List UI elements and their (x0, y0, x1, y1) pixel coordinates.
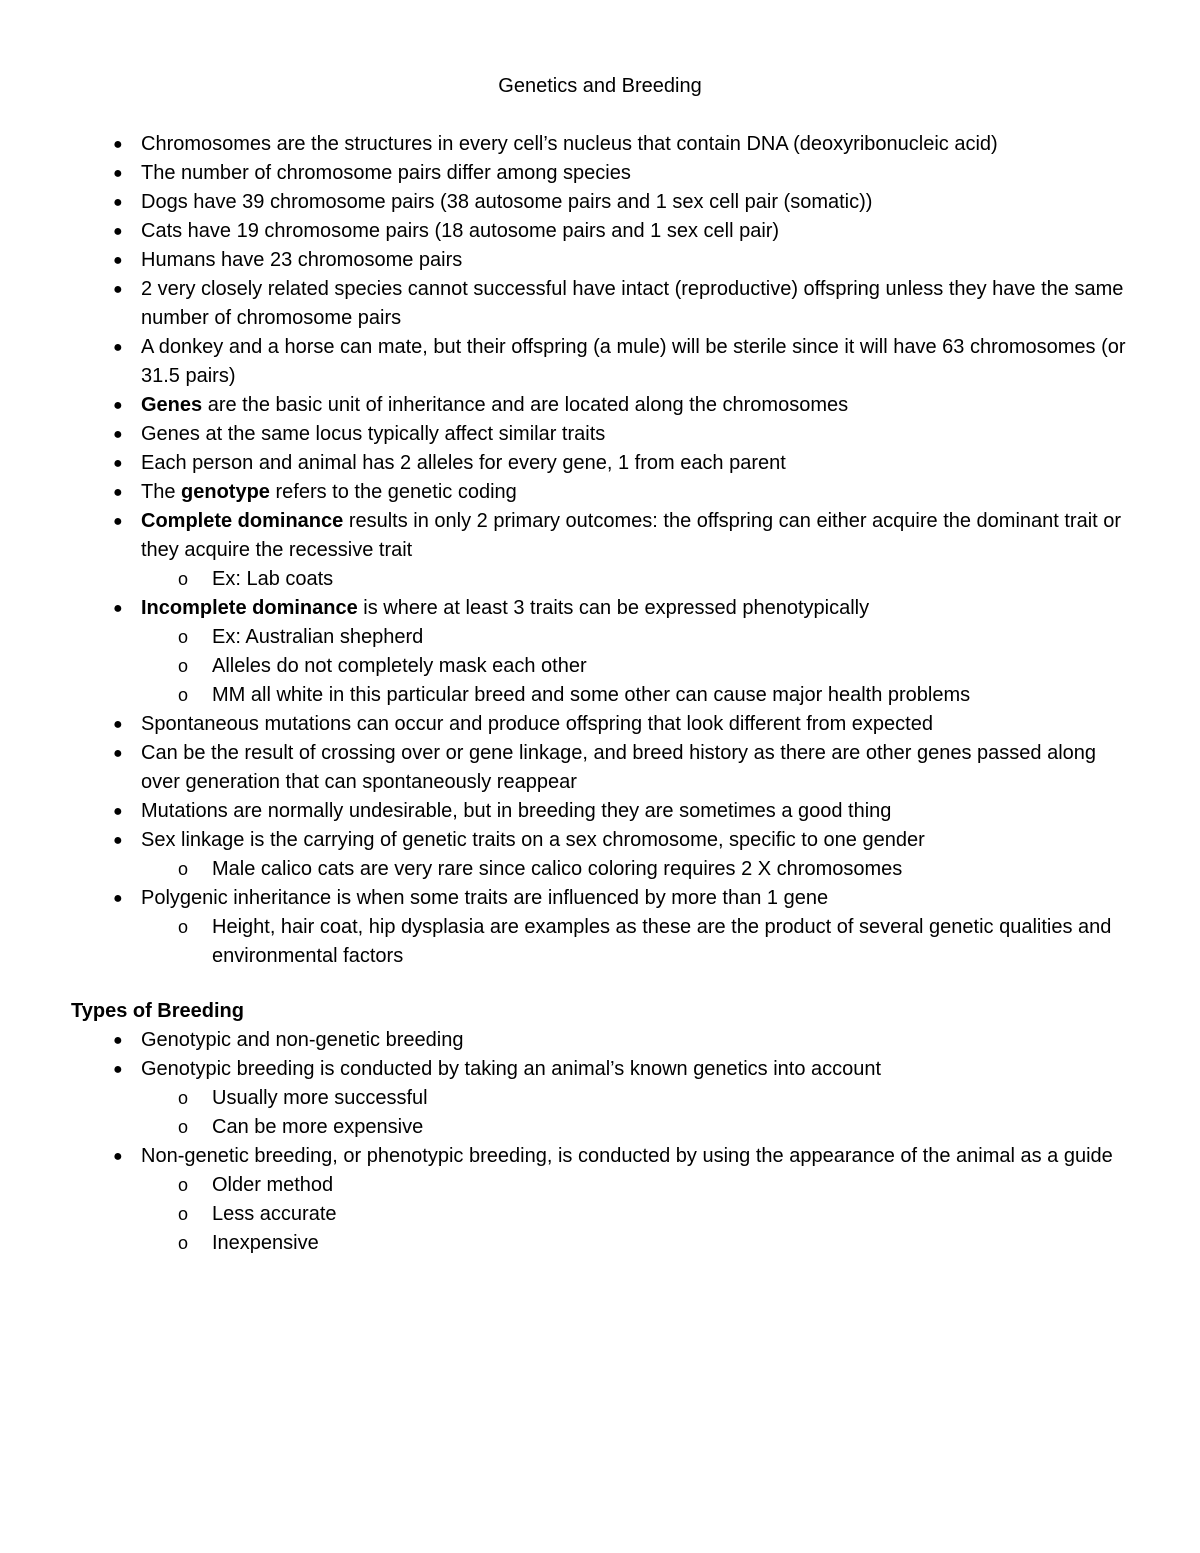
bullet-icon: ● (113, 745, 123, 762)
main-item (0, 188, 1200, 217)
item-text: is where at least 3 traits can be expressed phenotypically (357, 597, 870, 619)
key-term: Genes (141, 394, 203, 416)
item-text: are the basic unit of inheritance and are located along the chromosomes (202, 394, 849, 416)
main-item (0, 217, 1200, 246)
breeding-sub-item (0, 1084, 1200, 1113)
bullet-icon: ● (113, 890, 123, 907)
bullet-icon: ● (113, 1148, 123, 1165)
item-text: refers to the genetic coding (275, 481, 517, 503)
bullet-icon: ● (113, 455, 123, 472)
bullet-icon: ● (113, 716, 123, 733)
item-text: Chromosomes are the structures in every cell’s nucleus that contain DNA (deoxyribonucleic acid) (141, 133, 998, 155)
item-text: results in only 2 primary outcomes: the offspring can either acquire the dominant trait or they acquire the recessive trait (141, 510, 1122, 561)
item-text: Less accurate (212, 1203, 337, 1225)
main-item (0, 333, 1200, 391)
breeding-item (0, 1142, 1200, 1171)
item-text: Mutations are normally undesirable, but in breeding they are sometimes a good thing (141, 800, 892, 822)
breeding-sub-item (0, 1113, 1200, 1142)
section-heading-types-of-breeding: Types of Breeding (71, 1000, 244, 1022)
breeding-sub-item (0, 1229, 1200, 1258)
bullet-icon: ● (113, 397, 123, 414)
main-item (0, 159, 1200, 188)
hollow-bullet-icon: o (178, 1233, 189, 1253)
item-text: Alleles do not completely mask each other (212, 655, 587, 677)
breeding-sub-item (0, 1171, 1200, 1200)
main-item (0, 130, 1200, 159)
bullet-icon: ● (113, 281, 123, 298)
main-sub-item (0, 913, 1200, 971)
hollow-bullet-icon: o (178, 1117, 189, 1137)
main-item (0, 275, 1200, 333)
bullet-icon: ● (113, 252, 123, 269)
bullet-icon: ● (113, 223, 123, 240)
bullet-icon: ● (113, 803, 123, 820)
breeding-bullet-list (0, 1026, 1200, 1258)
main-sub-item (0, 855, 1200, 884)
main-item (0, 797, 1200, 826)
bullet-icon: ● (113, 1061, 123, 1078)
main-sub-item (0, 681, 1200, 710)
main-item (0, 420, 1200, 449)
item-text: Older method (212, 1174, 334, 1196)
item-text: Inexpensive (212, 1232, 319, 1254)
hollow-bullet-icon: o (178, 1088, 189, 1108)
main-bullet-list (0, 130, 1200, 971)
hollow-bullet-icon: o (178, 569, 189, 589)
bullet-icon: ● (113, 832, 123, 849)
main-item (0, 710, 1200, 739)
item-text: Genotypic breeding is conducted by taking an animal’s known genetics into account (141, 1058, 882, 1080)
hollow-bullet-icon: o (178, 627, 189, 647)
item-text: Cats have 19 chromosome pairs (18 autosome pairs and 1 sex cell pair) (141, 220, 780, 242)
main-sub-item (0, 652, 1200, 681)
breeding-item (0, 1055, 1200, 1084)
item-text: Male calico cats are very rare since calico coloring requires 2 X chromosomes (212, 858, 903, 880)
item-text: Each person and animal has 2 alleles for every gene, 1 from each parent (141, 452, 786, 474)
main-item (0, 884, 1200, 913)
hollow-bullet-icon: o (178, 917, 189, 937)
breeding-item (0, 1026, 1200, 1055)
hollow-bullet-icon: o (178, 1175, 189, 1195)
bullet-icon: ● (113, 600, 123, 617)
hollow-bullet-icon: o (178, 685, 189, 705)
hollow-bullet-icon: o (178, 656, 189, 676)
item-text: Humans have 23 chromosome pairs (141, 249, 463, 271)
breeding-sub-item (0, 1200, 1200, 1229)
item-text-prefix: The (141, 481, 182, 503)
item-text: Non-genetic breeding, or phenotypic breeding, is conducted by using the appearance of the animal as a guide (141, 1145, 1113, 1167)
item-text: Sex linkage is the carrying of genetic traits on a sex chromosome, specific to one gender (141, 829, 925, 851)
main-sub-item (0, 565, 1200, 594)
item-text: Ex: Lab coats (212, 568, 334, 590)
key-term: Incomplete dominance (141, 597, 358, 619)
item-text: Dogs have 39 chromosome pairs (38 autosome pairs and 1 sex cell pair (somatic)) (141, 191, 873, 213)
main-item (0, 507, 1200, 565)
item-text: Genotypic and non-genetic breeding (141, 1029, 464, 1051)
key-term: Complete dominance (141, 510, 344, 532)
main-item (0, 739, 1200, 797)
item-text: Genes at the same locus typically affect similar traits (141, 423, 606, 445)
item-text: The number of chromosome pairs differ among species (141, 162, 631, 184)
item-text: Usually more successful (212, 1087, 428, 1109)
bullet-icon: ● (113, 426, 123, 443)
item-text: Height, hair coat, hip dysplasia are examples as these are the product of several genetic qualities and environmental factors (212, 916, 1112, 967)
bullet-icon: ● (113, 194, 123, 211)
hollow-bullet-icon: o (178, 859, 189, 879)
document-title: Genetics and Breeding (498, 75, 702, 97)
bullet-icon: ● (113, 484, 123, 501)
item-text: Can be more expensive (212, 1116, 424, 1138)
bullet-icon: ● (113, 136, 123, 153)
hollow-bullet-icon: o (178, 1204, 189, 1224)
main-item (0, 594, 1200, 623)
item-text: 2 very closely related species cannot successful have intact (reproductive) offspring unless they have the same number of chromosome pairs (141, 278, 1124, 329)
main-item (0, 449, 1200, 478)
main-item (0, 478, 1200, 507)
main-item (0, 391, 1200, 420)
item-text: Spontaneous mutations can occur and produce offspring that look different from expected (141, 713, 933, 735)
main-item (0, 826, 1200, 855)
item-text: Ex: Australian shepherd (212, 626, 424, 648)
item-text: MM all white in this particular breed and some other can cause major health problems (212, 684, 971, 706)
bullet-icon: ● (113, 165, 123, 182)
key-term: genotype (181, 481, 270, 503)
main-sub-item (0, 623, 1200, 652)
bullet-icon: ● (113, 1032, 123, 1049)
bullet-icon: ● (113, 513, 123, 530)
item-text: A donkey and a horse can mate, but their offspring (a mule) will be sterile since it will have 63 chromosomes (or 31.5 pairs) (141, 336, 1126, 387)
main-item (0, 246, 1200, 275)
item-text: Can be the result of crossing over or gene linkage, and breed history as there are other genes passed along over generation that can spontaneously reappear (141, 742, 1097, 793)
item-text: Polygenic inheritance is when some traits are influenced by more than 1 gene (141, 887, 829, 909)
bullet-icon: ● (113, 339, 123, 356)
